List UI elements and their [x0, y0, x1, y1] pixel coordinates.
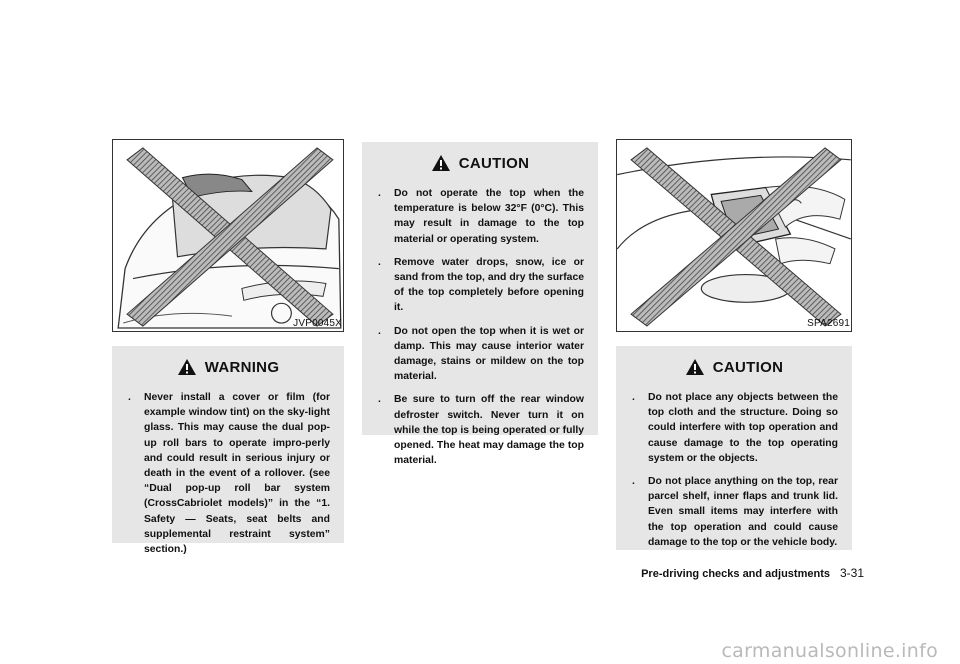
page-number: 3-31 [839, 566, 864, 580]
list-item: . Do not operate the top when the temperature is below 32°F (0°C). This may result in damage to the top material or operating system. [378, 188, 584, 245]
figure-roof-handle [616, 139, 852, 332]
figure-car-rear [112, 139, 344, 332]
caution-title: CAUTION [458, 154, 530, 172]
bullet: . [378, 256, 381, 268]
list-item: . Do not place any objects between the top cloth and the structure. Doing so could interfere with top operation and cause damage to the top operating system or the objects. [632, 392, 838, 464]
caution-list-right [630, 390, 838, 550]
figure-code-left: JVP0045X [293, 318, 342, 329]
warning-list [126, 390, 330, 557]
roof-handle-illustration [617, 140, 851, 331]
caution-header-middle [376, 154, 584, 172]
bullet: . [378, 188, 381, 199]
bullet: . [378, 394, 381, 406]
footer-section-title: Pre-driving checks and adjustments [641, 568, 830, 580]
warning-triangle-icon [431, 154, 451, 172]
caution-title: CAUTION [712, 358, 784, 376]
list-item: . Be sure to turn off the rear window defroster switch. Never turn it on while the top is being operated or fully opened. The heat may damage the top material. [378, 394, 584, 467]
caution-list-middle [376, 186, 584, 468]
warning-triangle-icon [685, 358, 705, 376]
list-item: . Never install a cover or film (for example window tint) on the sky-light glass. This may cause the dual pop-up roll bars to operate impro-perly and could result in serious injury or death in the event of a rollover. (see “Dual pop-up roll bar system (CrossCabriolet models)” in the “1. Safety — Seats, seat belts and supplemental restraint system” section.) [128, 392, 330, 556]
bullet: . [632, 476, 635, 488]
caution-box-middle [362, 142, 598, 467]
warning-header [126, 358, 330, 376]
figure-code-right: SPA2691 [807, 318, 850, 329]
car-rear-illustration [113, 140, 343, 331]
caution-box-right [616, 346, 852, 550]
bullet: . [632, 392, 635, 403]
warning-triangle-icon [177, 358, 197, 376]
caution-header-right [630, 358, 838, 376]
warning-box [112, 346, 344, 556]
bullet: . [128, 392, 131, 403]
list-item: . Do not place anything on the top, rear parcel shelf, inner flaps and trunk lid. Even small items may interfere with the top operation and could cause damage to the top or the vehicle body. [632, 476, 838, 548]
bullet: . [378, 325, 381, 337]
list-item: . Remove water drops, snow, ice or sand from the top, and dry the surface of the top completely before opening it. [378, 256, 584, 314]
warning-title: WARNING [204, 358, 280, 376]
list-item: . Do not open the top when it is wet or damp. This may cause interior water damage, stains or mildew on the top material. [378, 325, 584, 383]
watermark: carmanualsonline.info [721, 640, 938, 662]
page-footer [616, 566, 864, 580]
